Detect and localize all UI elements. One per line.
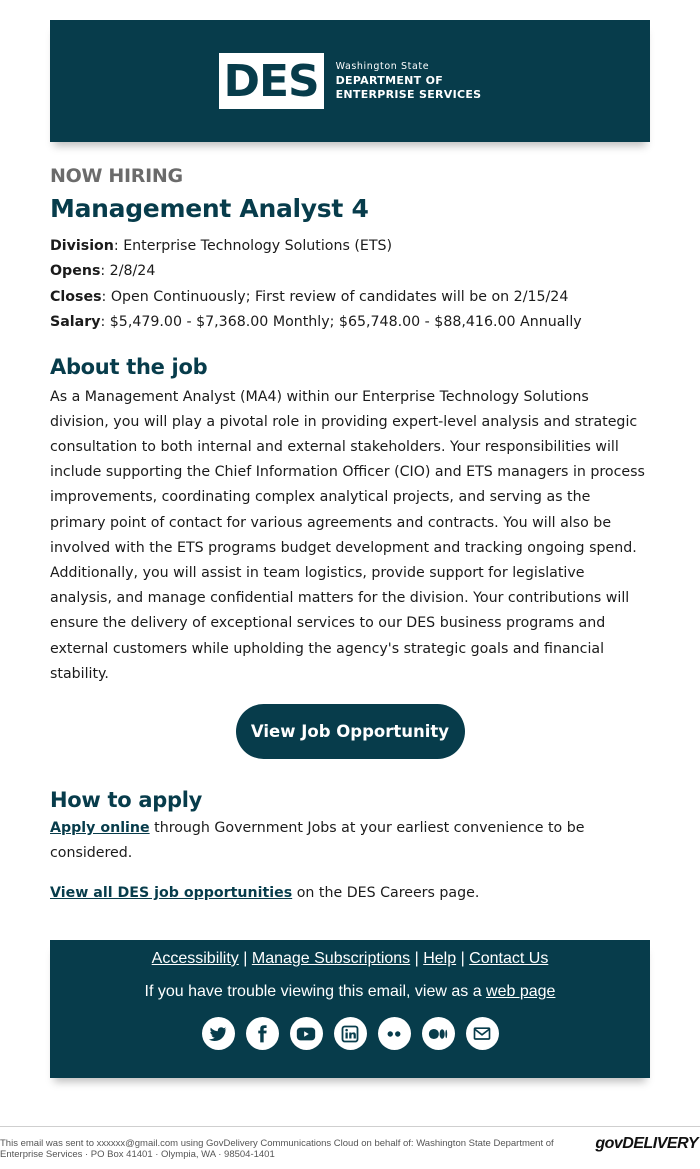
- email-icon[interactable]: [466, 1017, 499, 1050]
- closes-value: : Open Continuously; First review of candidates will be on 2/15/24: [101, 288, 569, 305]
- govdelivery-logo[interactable]: govDELIVERY: [595, 1135, 698, 1152]
- email-content: [50, 20, 650, 1078]
- sent-notice: This email was sent to xxxxxx@gmail.com using GovDelivery Communications Cloud on behalf of: Washington State Department of Enterprise Services · PO Box 41401 · Olympia, WA · 98504-1401: [0, 1138, 554, 1160]
- logo-dept-line1: DEPARTMENT OF: [335, 74, 444, 87]
- apply-heading: How to apply: [50, 788, 203, 813]
- linkedin-icon[interactable]: [334, 1017, 367, 1050]
- logo-dept-line2: ENTERPRISE SERVICES: [335, 88, 482, 101]
- manage-subscriptions-link[interactable]: Manage Subscriptions: [251, 950, 411, 968]
- all-jobs-link[interactable]: View all DES job opportunities: [50, 885, 293, 902]
- flickr-icon[interactable]: [378, 1017, 411, 1050]
- social-icons: [50, 1017, 650, 1050]
- des-logo-text: [336, 60, 482, 102]
- apply-paragraph: [50, 816, 650, 866]
- contact-us-link[interactable]: Contact Us: [469, 950, 549, 968]
- help-link[interactable]: Help: [423, 950, 457, 968]
- footer: [50, 940, 650, 1078]
- opens-value: : 2/8/24: [100, 263, 156, 280]
- footer-links: [50, 940, 650, 970]
- about-heading: About the job: [50, 354, 208, 379]
- header-banner: [50, 20, 650, 142]
- footer-separator: |: [238, 950, 252, 968]
- salary-row: [50, 310, 650, 335]
- opens-label: Opens: [50, 263, 101, 280]
- view-web-page-row: [50, 982, 650, 1002]
- all-jobs-text: on the DES Careers page.: [292, 885, 480, 902]
- opens-row: [50, 259, 650, 284]
- des-logo-mark: DES: [219, 53, 324, 109]
- cta-wrap: [50, 704, 650, 759]
- now-hiring-label: NOW HIRING: [50, 165, 183, 187]
- closes-row: [50, 285, 650, 310]
- des-logo[interactable]: [219, 53, 482, 109]
- salary-label: Salary: [50, 314, 101, 331]
- view-web-page-text: If you have trouble viewing this email, view as a: [144, 983, 487, 1001]
- division-row: [50, 234, 650, 259]
- youtube-icon[interactable]: [290, 1017, 323, 1050]
- footer-separator: |: [410, 950, 424, 968]
- logo-state: Washington State: [335, 61, 430, 72]
- apply-online-text: through Government Jobs at your earliest convenience to be considered.: [50, 820, 585, 862]
- footer-separator: |: [456, 950, 470, 968]
- accessibility-link[interactable]: Accessibility: [151, 950, 239, 968]
- twitter-icon[interactable]: [202, 1017, 235, 1050]
- job-details: [50, 234, 650, 336]
- bottom-bar: [0, 1126, 700, 1169]
- division-label: Division: [50, 238, 114, 254]
- about-text: As a Management Analyst (MA4) within our Enterprise Technology Solutions division, you will play a pivotal role in providing expert-level analysis and strategic consultation to both internal and external stakeholders. Your responsibilities will include supporting the Chief Information Officer (CIO) and ETS managers in process improvements, coordinating complex analytical projects, and serving as the primary point of contact for various agreements and contracts. You will also be involved with the ETS programs budget development and tracking ongoing spend. Additionally, you will assist in team logistics, provide support for legislative analysis, and manage confidential matters for the division. Your contributions will ensure the delivery of exceptional services to our DES business programs and external customers while upholding the agency's strategic goals and financial stability.: [50, 388, 645, 682]
- medium-icon[interactable]: [422, 1017, 455, 1050]
- view-job-button[interactable]: View Job Opportunity: [236, 704, 465, 759]
- closes-label: Closes: [50, 288, 102, 305]
- all-jobs-paragraph: [50, 881, 650, 906]
- salary-value: : $5,479.00 - $7,368.00 Monthly; $65,748.00 - $88,416.00 Annually: [100, 314, 582, 331]
- apply-online-link[interactable]: Apply online: [50, 820, 150, 837]
- division-value: : Enterprise Technology Solutions (ETS): [113, 238, 393, 254]
- job-title: Management Analyst 4: [50, 194, 369, 223]
- facebook-icon[interactable]: [246, 1017, 279, 1050]
- web-page-link[interactable]: web page: [486, 983, 556, 1001]
